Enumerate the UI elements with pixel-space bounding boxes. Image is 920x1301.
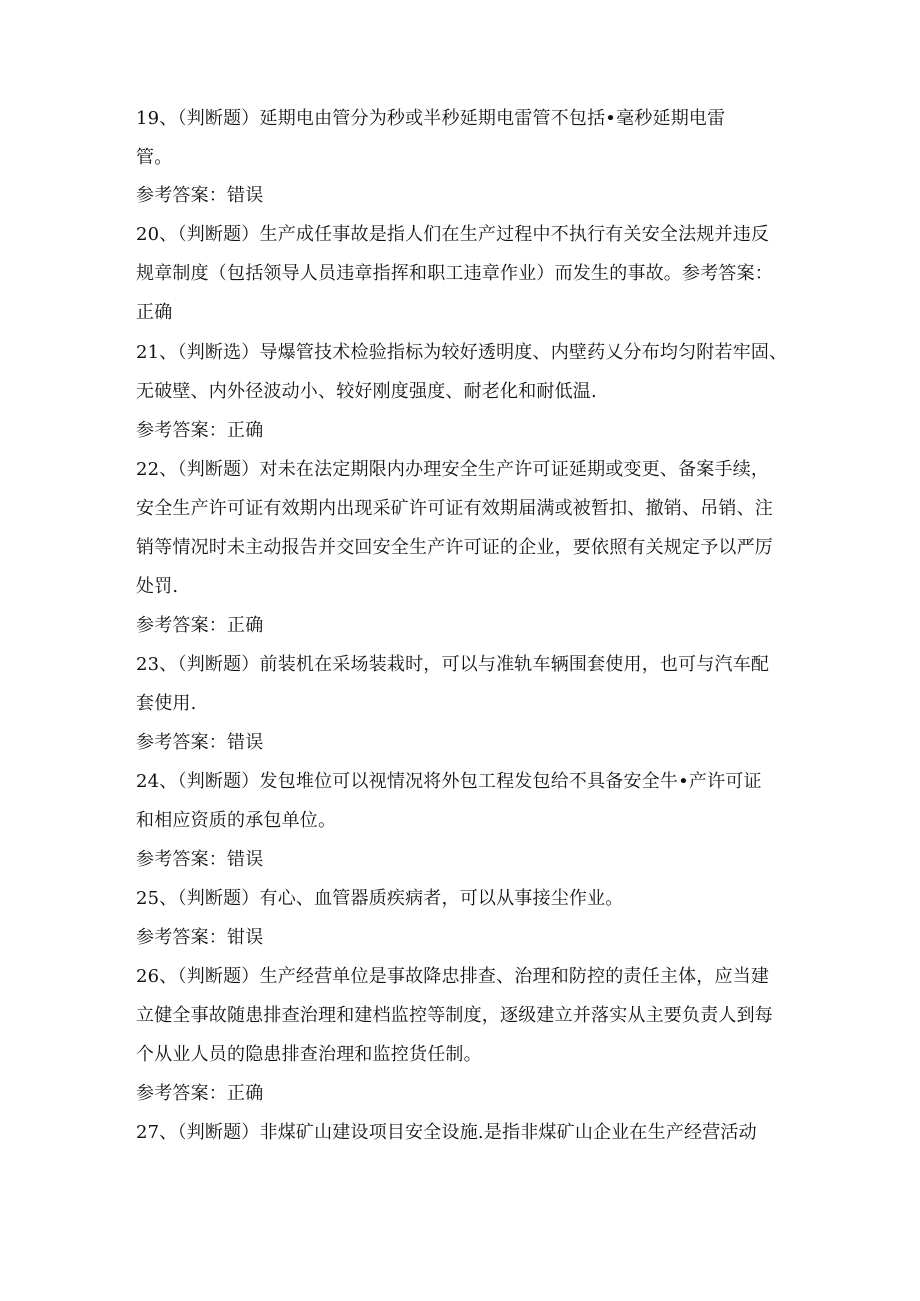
text-line: 安全生产许可证有效期内出现采矿许可证有效期届满或被暂扣、撤销、吊销、注: [136, 498, 773, 519]
text-line: 26、（判断题）生产经营单位是事故降忠排查、治理和防控的责任主体，应当建: [136, 966, 770, 987]
answer-line: 正确: [136, 302, 173, 323]
answer-line: 参考答案：钳误: [136, 927, 264, 948]
text-line: 管。: [136, 147, 173, 168]
text-line: 23、（判断题）前装机在采场装栽时，可以与准轨车辆围套使用，也可与汽车配: [136, 654, 770, 675]
text-line: 19、（判断题）延期电由管分为秒或半秒延期电雷管不包括•毫秒延期电雷: [136, 108, 726, 129]
text-line: 处罚.: [136, 576, 179, 597]
text-line: 20、（判断题）生产成任事故是指人们在生产过程中不执行有关安全法规并违反: [136, 224, 770, 245]
answer-line: 参考答案：错误: [136, 849, 264, 870]
answer-line: 参考答案：错误: [136, 185, 264, 206]
text-line: 销等情况时未主动报告并交回安全生产许可证的企业，要依照有关规定予以严厉: [136, 537, 773, 558]
text-line: 25、（判断题）有心、血管器质疾病者，可以从事接尘作业。: [136, 888, 624, 909]
text-line: 套使用.: [136, 693, 197, 714]
answer-line: 参考答案：正确: [136, 1083, 264, 1104]
text-line: 21、（判断选）导爆管技术检验指标为较好透明度、内壁药乂分布均匀附若牢固、: [136, 342, 788, 363]
text-line: 和相应资质的承包单位。: [136, 810, 337, 831]
answer-line: 参考答案：错误: [136, 732, 264, 753]
answer-line: 参考答案：正确: [136, 420, 264, 441]
text-line: 规章制度（包括领导人员违章指挥和职工违章作业）而发生的事故。参考答案：: [136, 263, 773, 284]
text-line: 27、（判断题）非煤矿山建设项目安全设施.是指非煤矿山企业在生产经营活动: [136, 1122, 757, 1143]
text-line: 24、（判断题）发包堆位可以视情况将外包工程发包给不具备安全牛•产许可证: [136, 771, 762, 792]
text-line: 22、（判断题）对未在法定期限内办理安全生产许可证延期或变更、备案手续，: [136, 459, 770, 480]
text-line: 无破壁、内外径波动小、较好刚度强度、耐老化和耐低温.: [136, 381, 597, 402]
text-line: 个从业人员的隐患排查治理和监控货任制。: [136, 1044, 482, 1065]
text-line: 立健全事故随患排查治理和建档监控等制度，逐级建立并落实从主要负责人到每: [136, 1005, 773, 1026]
answer-line: 参考答案：正确: [136, 615, 264, 636]
